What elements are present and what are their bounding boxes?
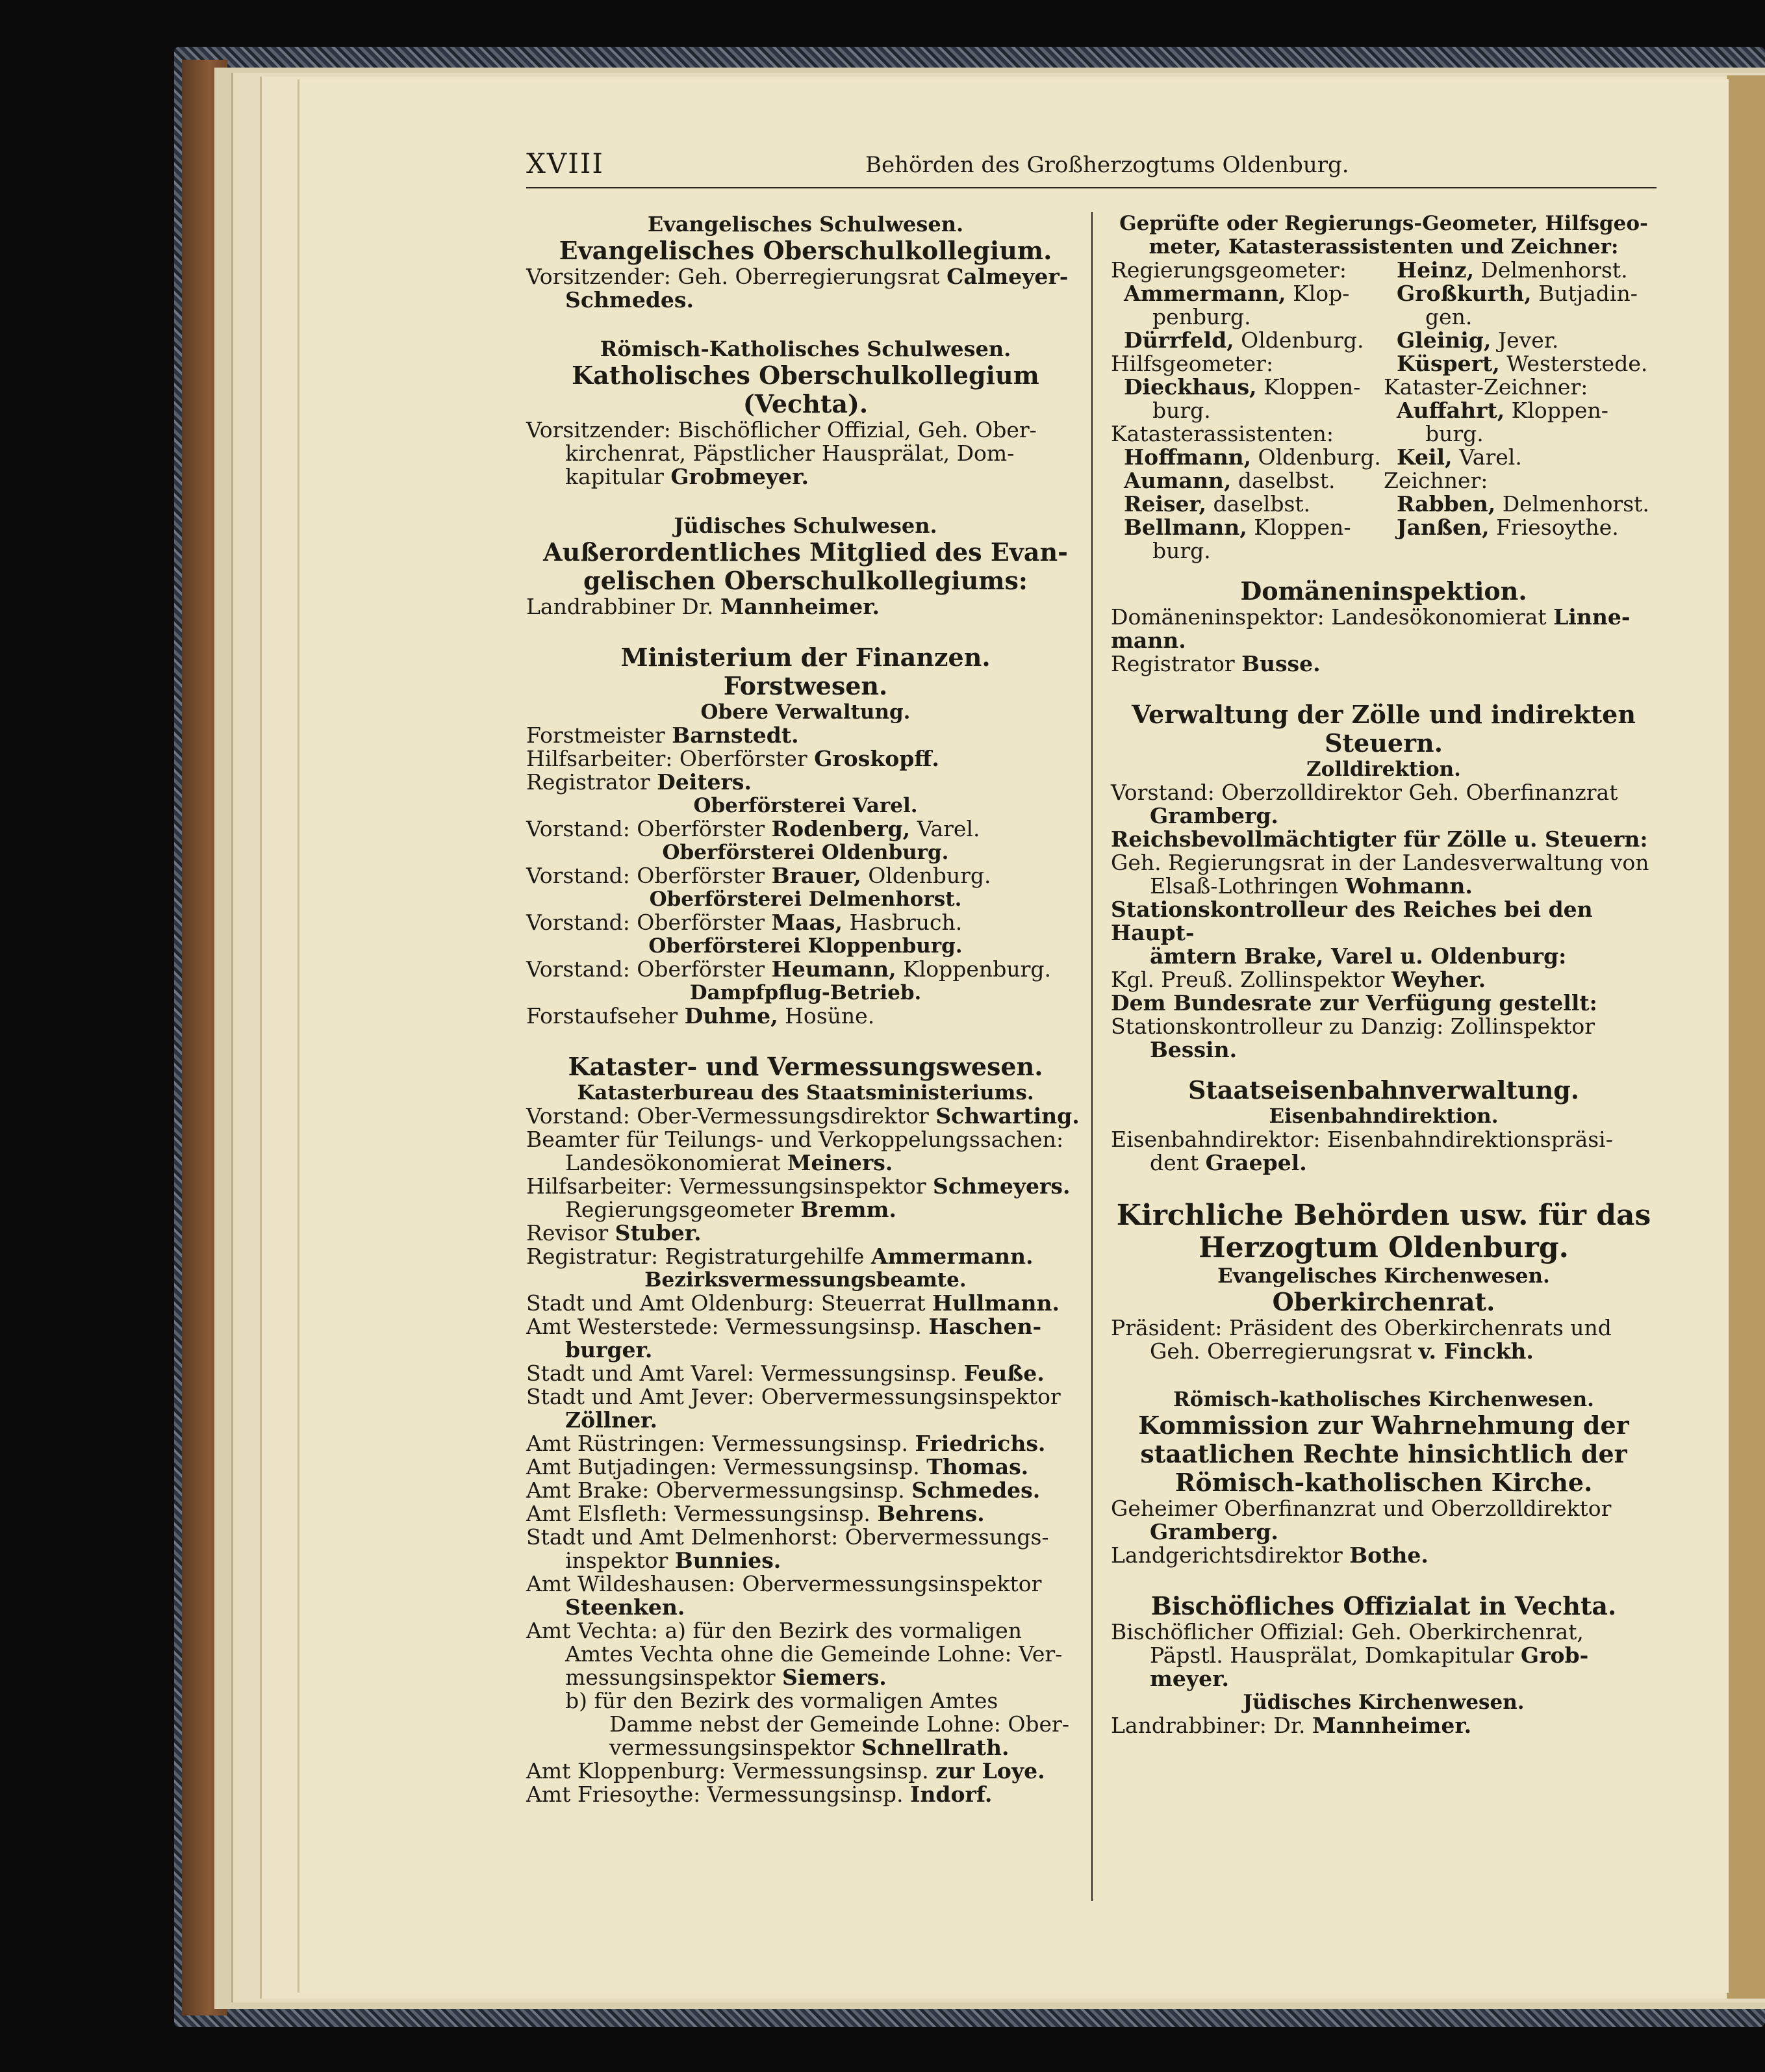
list-item: Katasterassistenten:: [1111, 421, 1334, 446]
subsection-heading: Evangelisches Kirchenwesen.: [1217, 1264, 1550, 1288]
text-line: Amt Friesoythe: Vermessungsinsp. Indorf.: [526, 1782, 993, 1807]
text-line: Amt Rüstringen: Vermessungsinsp. Friedrichs.: [526, 1431, 1046, 1456]
text-line: Landesökonomierat Meiners.: [565, 1150, 893, 1175]
text-line: Vorstand: Oberzolldirektor Geh. Oberfinanzrat: [1111, 780, 1618, 805]
list-item: Hilfsgeometer:: [1111, 351, 1274, 376]
text-line: Gramberg.: [1150, 803, 1278, 828]
text-line: Stationskontrolleur zu Danzig: Zollinspektor: [1111, 1014, 1595, 1039]
text-line: Amt Westerstede: Vermessungsinsp. Haschen-: [526, 1314, 1042, 1339]
text-line: Amt Vechta: a) für den Bezirk des vormaligen: [526, 1618, 1022, 1643]
text-line: Landrabbiner Dr. Mannheimer.: [526, 594, 880, 619]
list-item: Keil, Varel.: [1397, 444, 1522, 470]
subsection-heading: Oberförsterei Delmenhorst.: [649, 888, 962, 911]
list-item: Großkurth, Butjadin-: [1397, 281, 1638, 306]
list-item: Dieckhaus, Kloppen-: [1124, 374, 1361, 400]
text-line: Regierungsgeometer Bremm.: [565, 1197, 896, 1222]
text-line: Damme nebst der Gemeinde Lohne: Ober-: [609, 1711, 1069, 1737]
text-line: Hilfsarbeiter: Oberförster Groskopff.: [526, 746, 939, 771]
section-title: Steuern.: [1325, 728, 1443, 758]
text-line: Beamter für Teilungs- und Verkoppelungssachen:: [526, 1127, 1064, 1152]
right-column: [1111, 212, 1657, 1737]
list-item: Reiser, daselbst.: [1124, 491, 1311, 517]
list-item: Regierungsgeometer:: [1111, 257, 1347, 283]
section-heading: Jüdisches Schulwesen.: [674, 513, 937, 538]
running-title: Behörden des Großherzogtums Oldenburg.: [865, 152, 1349, 178]
text-line: Registratur: Registraturgehilfe Ammermann.: [526, 1244, 1034, 1269]
subsection-heading: Bezirksvermessungsbeamte.: [644, 1268, 967, 1292]
text-line: Gramberg.: [1150, 1519, 1278, 1544]
list-item: Küspert, Westerstede.: [1397, 351, 1648, 376]
text-line: Amtes Vechta ohne die Gemeinde Lohne: Ver-: [565, 1641, 1063, 1667]
text-line: Geh. Regierungsrat in der Landesverwaltung von: [1111, 850, 1649, 875]
text-line: kapitular Grobmeyer.: [565, 464, 809, 489]
list-item: penburg.: [1152, 304, 1251, 329]
subsection-heading: Oberförsterei Varel.: [693, 794, 918, 817]
section-title: Evangelisches Oberschulkollegium.: [559, 236, 1052, 265]
section-title: staatlichen Rechte hinsichtlich der: [1140, 1439, 1627, 1468]
list-item: Zeichner:: [1384, 468, 1488, 493]
text-line: vermessungsinspektor Schnellrath.: [609, 1735, 1009, 1760]
list-item: Janßen, Friesoythe.: [1397, 515, 1619, 540]
text-line: Zöllner.: [565, 1407, 658, 1433]
list-item: Dürrfeld, Oldenburg.: [1124, 327, 1364, 353]
running-header: [526, 147, 1657, 188]
text-line: Amt Wildeshausen: Obervermessungsinspektor: [526, 1571, 1042, 1596]
text-line: Vorstand: Oberförster Maas, Hasbruch.: [526, 910, 963, 935]
subsection-heading: Römisch-katholisches Kirchenwesen.: [1173, 1388, 1594, 1411]
subsection-heading: Zolldirektion.: [1306, 758, 1461, 781]
text-line: messungsinspektor Siemers.: [565, 1665, 887, 1690]
subsection-heading: Oberförsterei Oldenburg.: [662, 841, 949, 864]
text-line: Revisor Stuber.: [526, 1220, 702, 1246]
text-line: Vorsitzender: Bischöflicher Offizial, Geh. Ober-: [526, 417, 1037, 442]
text-line: Päpstl. Hausprälat, Domkapitular Grob-: [1150, 1643, 1589, 1668]
subsection-heading: Eisenbahndirektion.: [1269, 1105, 1499, 1128]
subsection-heading: Dampfpflug-Betrieb.: [689, 981, 922, 1004]
text-line: Landgerichtsdirektor Bothe.: [1111, 1542, 1429, 1568]
list-item: Aumann, daselbst.: [1124, 468, 1336, 493]
text-line: Reichsbevollmächtigter für Zölle u. Steuern:: [1111, 826, 1648, 852]
text-line: Präsident: Präsident des Oberkirchenrats und: [1111, 1315, 1612, 1340]
list-item: Hoffmann, Oldenburg.: [1124, 444, 1381, 470]
section-title: Kataster- und Vermessungswesen.: [568, 1052, 1043, 1081]
text-line: ämtern Brake, Varel u. Oldenburg:: [1150, 943, 1567, 969]
two-column-list: [1111, 259, 1657, 563]
text-line: Schmedes.: [565, 287, 694, 313]
text-line: Amt Brake: Obervermessungsinsp. Schmedes.: [526, 1477, 1041, 1503]
text-line: Stationskontrolleur des Reiches bei den Haupt-: [1111, 897, 1593, 945]
page-number: XVIII: [526, 147, 605, 179]
list-item: burg.: [1152, 398, 1211, 423]
subsection-heading: meter, Katasterassistenten und Zeichner:: [1149, 235, 1619, 259]
page-content: [526, 147, 1657, 1918]
subsection-heading: Obere Verwaltung.: [700, 700, 911, 724]
section-title: gelischen Oberschulkollegiums:: [583, 566, 1028, 595]
list-item: burg.: [1425, 421, 1484, 446]
text-line: b) für den Bezirk des vormaligen Amtes: [565, 1688, 998, 1713]
list-item: Rabben, Delmenhorst.: [1397, 491, 1649, 517]
text-line: Stadt und Amt Varel: Vermessungsinsp. Feuße.: [526, 1361, 1045, 1386]
text-line: Vorstand: Oberförster Brauer, Oldenburg.: [526, 863, 991, 888]
section-title: Katholisches Oberschulkollegium (Vechta).: [572, 361, 1039, 418]
text-line: Dem Bundesrate zur Verfügung gestellt:: [1111, 990, 1597, 1016]
subsection-heading: Katasterbureau des Staatsministeriums.: [577, 1081, 1034, 1105]
text-line: Registrator Busse.: [1111, 651, 1321, 676]
section-heading: Evangelisches Schulwesen.: [647, 212, 964, 237]
list-item: gen.: [1425, 304, 1473, 329]
text-line: Vorsitzender: Geh. Oberregierungsrat Calmeyer-: [526, 264, 1069, 289]
section-title: Staatseisenbahnverwaltung.: [1187, 1075, 1580, 1105]
text-line: Forstmeister Barnstedt.: [526, 723, 799, 748]
text-line: Geheimer Oberfinanzrat und Oberzolldirektor: [1111, 1496, 1612, 1521]
text-line: Amt Kloppenburg: Vermessungsinsp. zur Loye.: [526, 1758, 1045, 1784]
section-heading: Römisch-Katholisches Schulwesen.: [600, 337, 1011, 361]
text-line: Amt Butjadingen: Vermessungsinsp. Thomas.: [526, 1454, 1029, 1479]
text-line: Stadt und Amt Delmenhorst: Obervermessungs-: [526, 1524, 1049, 1550]
text-line: Domäneninspektor: Landesökonomierat Linne-: [1111, 604, 1631, 630]
section-title: Forstwesen.: [723, 671, 888, 700]
list-item: Ammermann, Klop-: [1124, 281, 1350, 306]
section-title: Kirchliche Behörden usw. für das: [1116, 1199, 1651, 1232]
text-line: Registrator Deiters.: [526, 769, 752, 795]
text-line: meyer.: [1150, 1666, 1229, 1691]
section-title: Außerordentliches Mitglied des Evan-: [543, 537, 1068, 567]
section-title: Kommission zur Wahrnehmung der: [1138, 1411, 1629, 1440]
text-line: Hilfsarbeiter: Vermessungsinspektor Schmeyers.: [526, 1173, 1071, 1199]
section-title: Römisch-katholischen Kirche.: [1175, 1468, 1593, 1497]
geometer-list-b: [1384, 259, 1657, 563]
text-line: Bessin.: [1150, 1037, 1238, 1062]
text-line: Landrabbiner: Dr. Mannheimer.: [1111, 1713, 1472, 1738]
list-item: Kataster-Zeichner:: [1384, 374, 1588, 400]
section-title: Verwaltung der Zölle und indirekten: [1132, 700, 1636, 729]
text-line: Bischöflicher Offizial: Geh. Oberkirchenrat,: [1111, 1619, 1584, 1644]
list-item: Auffahrt, Kloppen-: [1397, 398, 1608, 423]
page-right-edge: [1727, 75, 1765, 1999]
subsection-heading: Jüdisches Kirchenwesen.: [1243, 1691, 1525, 1714]
text-line: Geh. Oberregierungsrat v. Finckh.: [1150, 1338, 1534, 1364]
list-item: Heinz, Delmenhorst.: [1397, 257, 1628, 283]
section-title: Oberkirchenrat.: [1272, 1287, 1495, 1316]
subsection-heading: Oberförsterei Kloppenburg.: [648, 934, 963, 958]
section-title: Domäneninspektion.: [1240, 576, 1527, 606]
text-line: Vorstand: Oberförster Rodenberg, Varel.: [526, 816, 980, 841]
section-title: Bischöfliches Offizialat in Vechta.: [1150, 1591, 1617, 1620]
text-line: Eisenbahndirektor: Eisenbahndirektionspräsi-: [1111, 1127, 1613, 1152]
text-line: Forstaufseher Duhme, Hosüne.: [526, 1003, 875, 1029]
text-line: Vorstand: Oberförster Heumann, Kloppenburg.: [526, 956, 1051, 982]
column-divider: [1091, 212, 1093, 1901]
section-title: Ministerium der Finanzen.: [620, 643, 991, 672]
left-column: [526, 212, 1085, 1806]
list-item: burg.: [1152, 538, 1211, 563]
text-line: Vorstand: Ober-Vermessungsdirektor Schwarting.: [526, 1103, 1080, 1129]
text-line: Elsaß-Lothringen Wohmann.: [1150, 873, 1473, 899]
text-line: Kgl. Preuß. Zollinspektor Weyher.: [1111, 967, 1486, 992]
text-line: dent Graepel.: [1150, 1150, 1307, 1175]
text-line: Amt Elsfleth: Vermessungsinsp. Behrens.: [526, 1501, 985, 1526]
geometer-list-a: [1111, 259, 1384, 563]
text-line: kirchenrat, Päpstlicher Hausprälat, Dom-: [565, 441, 1015, 466]
list-item: Bellmann, Kloppen-: [1124, 515, 1351, 540]
section-title: Herzogtum Oldenburg.: [1199, 1231, 1569, 1264]
subsection-heading: Geprüfte oder Regierungs-Geometer, Hilfsgeo-: [1119, 212, 1648, 235]
text-line: Steenken.: [565, 1594, 685, 1620]
text-line: Stadt und Amt Oldenburg: Steuerrat Hullmann.: [526, 1290, 1060, 1316]
text-line: burger.: [565, 1337, 653, 1362]
list-item: Gleinig, Jever.: [1397, 327, 1559, 353]
text-line: Stadt und Amt Jever: Obervermessungsinspektor: [526, 1384, 1061, 1409]
text-line: inspektor Bunnies.: [565, 1548, 781, 1573]
text-line: mann.: [1111, 628, 1186, 653]
